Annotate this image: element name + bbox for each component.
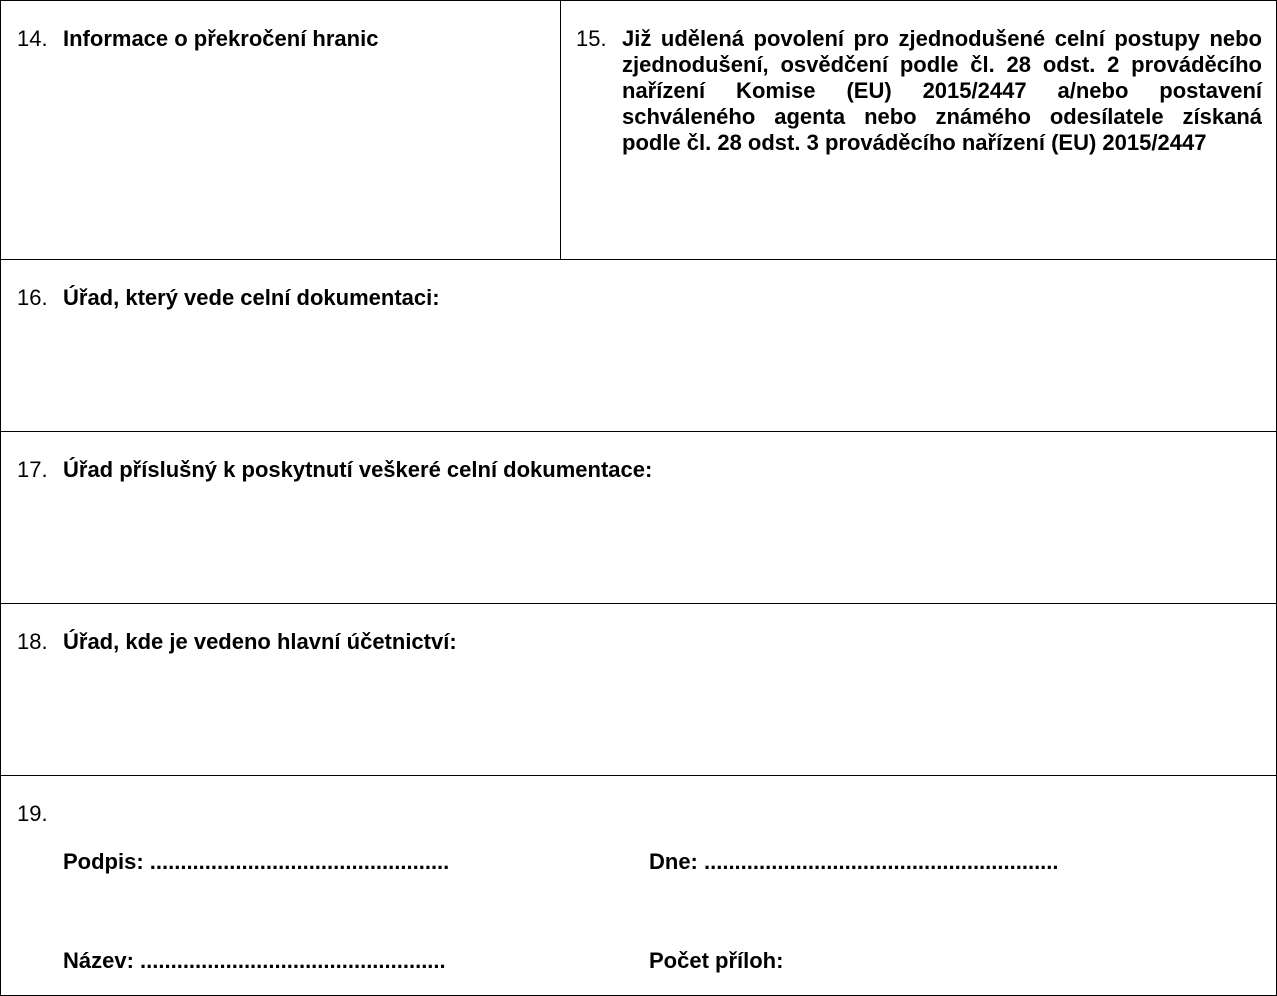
box-17-number: 17.	[17, 457, 48, 482]
box-15-title: Již udělená povolení pro zjednodušené celní postupy nebo zjednodušení, osvědčení podle čl. 28 odst. 2 prováděcího nařízení Komise (EU) 2015/2447 a/nebo postavení schváleného agenta nebo známého odesílatele získaná podle čl. 28 odst. 3 prováděcího nařízení (EU) 2015/2447	[622, 26, 1262, 155]
date-field[interactable]: Dne: ..........................................................	[649, 849, 1059, 874]
box-18-title: Úřad, kde je vedeno hlavní účetnictví:	[63, 629, 457, 654]
box-15-number: 15.	[576, 26, 607, 51]
box-16-title: Úřad, který vede celní dokumentaci:	[63, 285, 440, 310]
box-19-number: 19.	[17, 801, 48, 826]
box-16	[0, 259, 1277, 432]
box-15	[560, 0, 1277, 260]
box-18	[0, 603, 1277, 776]
box-18-number: 18.	[17, 629, 48, 654]
box-17	[0, 431, 1277, 604]
box-14-title: Informace o překročení hranic	[63, 26, 379, 51]
attachments-count-field[interactable]: Počet příloh:	[649, 948, 784, 973]
box-16-number: 16.	[17, 285, 48, 310]
signature-field[interactable]: Podpis: .................................................	[63, 849, 450, 874]
box-14	[0, 0, 561, 260]
name-field[interactable]: Název: ..................................................	[63, 948, 446, 973]
box-19	[0, 775, 1277, 996]
box-14-number: 14.	[17, 26, 48, 51]
box-17-title: Úřad příslušný k poskytnutí veškeré celní dokumentace:	[63, 457, 653, 482]
